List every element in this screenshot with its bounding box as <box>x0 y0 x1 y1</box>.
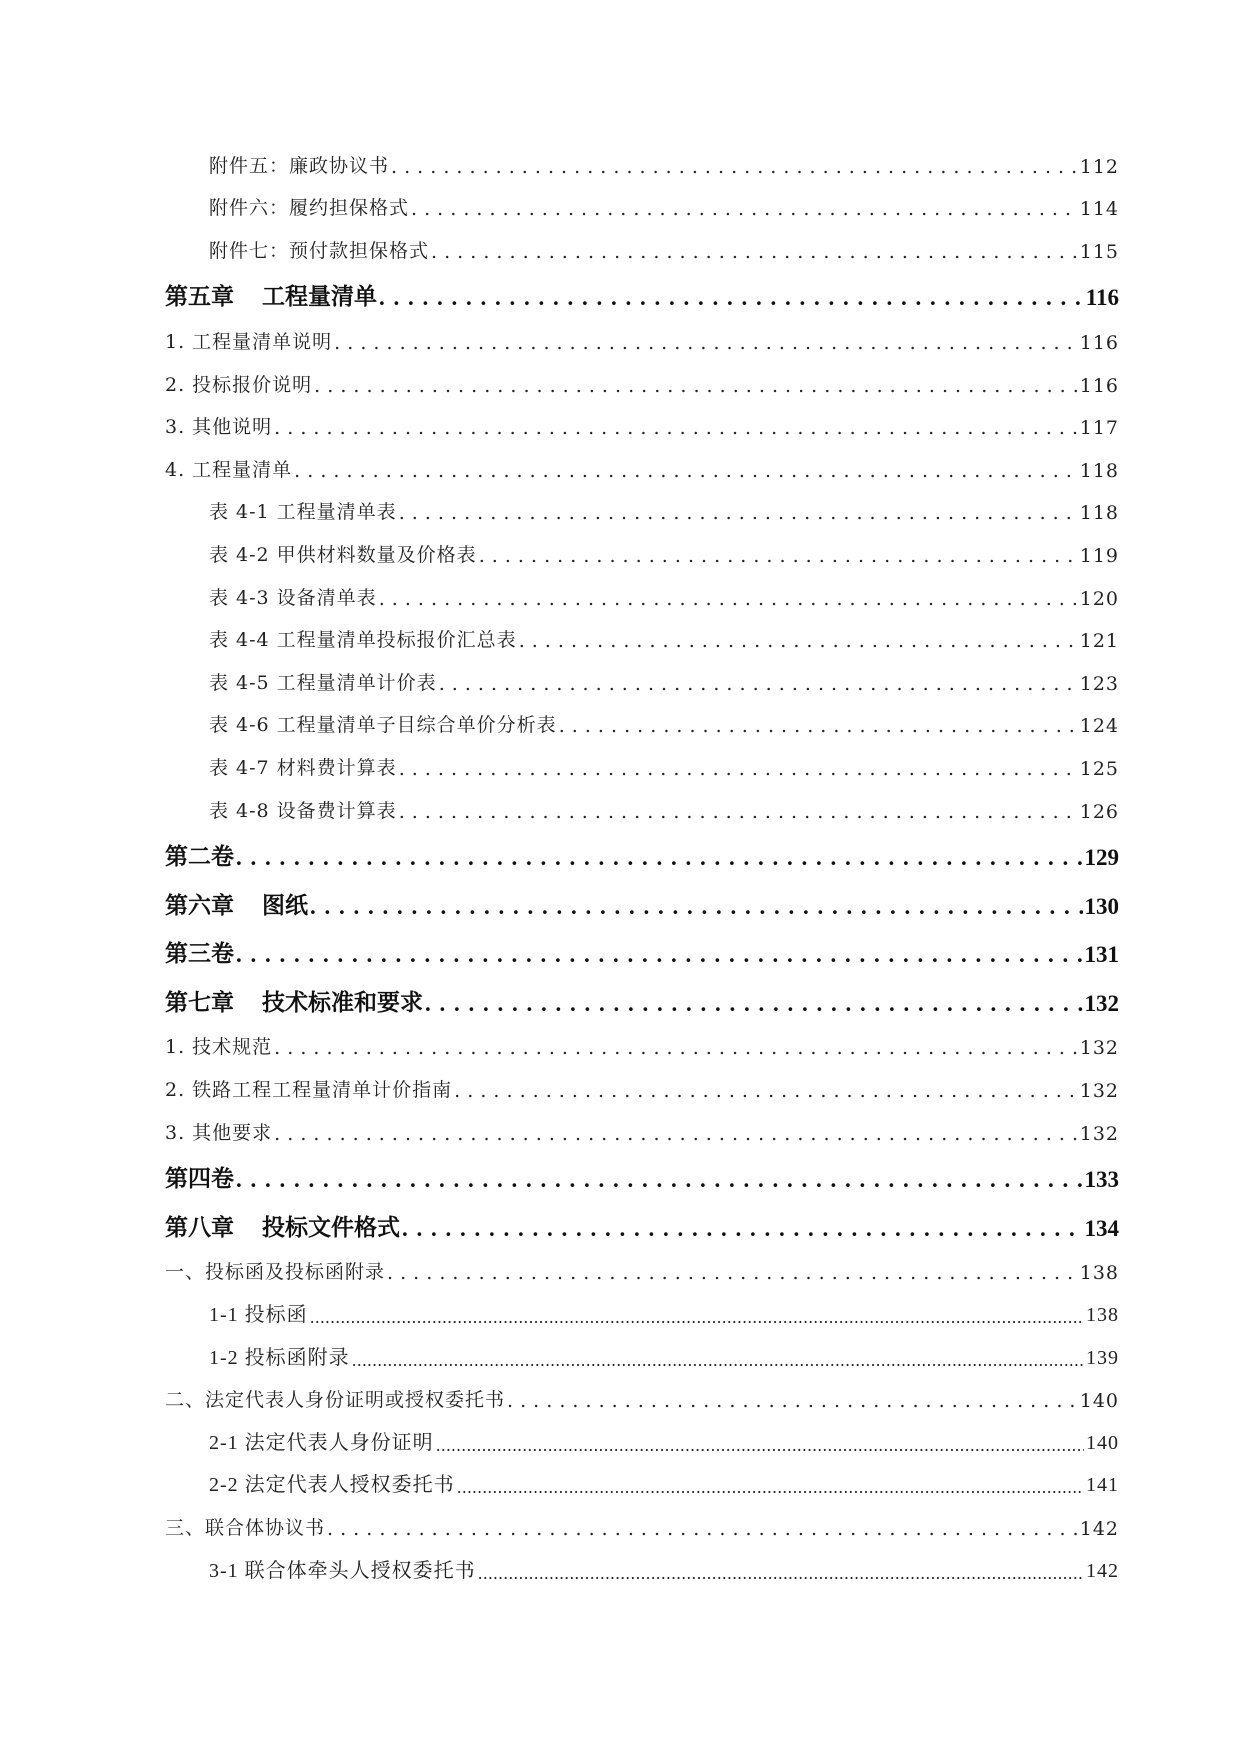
toc-leader-dots <box>519 630 1078 652</box>
toc-entry-label: 表 4-1 工程量清单表 <box>209 501 397 524</box>
toc-page-number: 116 <box>1085 285 1119 311</box>
toc-page-number: 125 <box>1079 757 1119 780</box>
toc-leader-dots <box>439 673 1078 695</box>
toc-page-number: 115 <box>1079 240 1119 263</box>
toc-entry-8-2[interactable] <box>165 1370 1119 1413</box>
toc-leader-dots <box>478 1564 1084 1583</box>
toc-entry-label: 二、法定代表人身份证明或授权委托书 <box>165 1389 506 1412</box>
toc-chapter-title: 图纸 <box>262 892 308 918</box>
toc-entry-table-4-4[interactable] <box>165 610 1119 653</box>
toc-volume-label: 第二卷 <box>165 844 234 870</box>
toc-entry-label: 表 4-3 设备清单表 <box>209 586 377 609</box>
toc-page-number: 133 <box>1084 1167 1119 1193</box>
toc-leader-dots <box>274 417 1078 439</box>
toc-page-number: 117 <box>1079 417 1119 440</box>
toc-page-number: 120 <box>1079 587 1119 610</box>
toc-entry-label: 2-2 法定代表人授权委托书 <box>209 1474 455 1497</box>
toc-leader-dots <box>327 1518 1078 1540</box>
toc-entry-label: 附件五：廉政协议书 <box>209 154 390 177</box>
toc-page-number: 116 <box>1079 331 1119 354</box>
toc-page-number: 119 <box>1079 544 1119 567</box>
toc-leader-dots <box>399 801 1078 823</box>
toc-entry-label: 一、投标函及投标函附录 <box>165 1261 386 1284</box>
toc-entry-5-4[interactable] <box>165 439 1119 482</box>
toc-page-number: 141 <box>1086 1474 1119 1497</box>
toc-leader-dots <box>457 1478 1084 1497</box>
toc-page-number: 142 <box>1086 1559 1119 1582</box>
toc-entry-1-2[interactable] <box>165 1327 1119 1370</box>
toc-leader-dots <box>559 715 1078 737</box>
toc-entry-label: 表 4-2 甲供材料数量及价格表 <box>209 543 477 566</box>
toc-entry-label: 表 4-6 工程量清单子目综合单价分析表 <box>209 714 557 737</box>
toc-page-number: 140 <box>1079 1390 1119 1413</box>
toc-leader-dots <box>274 1123 1078 1145</box>
toc-entry-3-1[interactable] <box>165 1540 1119 1583</box>
toc-entry-label: 1. 技术规范 <box>165 1036 273 1059</box>
toc-page-number: 118 <box>1079 502 1119 525</box>
toc-page-number: 132 <box>1079 1037 1119 1060</box>
toc-entry-label: 2. 投标报价说明 <box>165 373 313 396</box>
toc-chapter-title: 工程量清单 <box>262 284 377 310</box>
toc-leader-dots <box>436 1436 1084 1455</box>
toc-entry-table-4-6[interactable] <box>165 695 1119 738</box>
toc-page-number: 142 <box>1079 1518 1119 1540</box>
toc-leader-dots <box>425 991 1083 1017</box>
toc-page-number: 126 <box>1079 800 1119 823</box>
table-of-contents <box>165 135 1119 1583</box>
toc-chapter-8[interactable] <box>165 1193 1119 1242</box>
toc-leader-dots <box>334 332 1078 354</box>
toc-entry-label: 2-1 法定代表人身份证明 <box>209 1431 434 1454</box>
toc-entry-7-2[interactable] <box>165 1059 1119 1102</box>
toc-entry-table-4-8[interactable] <box>165 780 1119 823</box>
toc-page-number: 138 <box>1079 1262 1119 1285</box>
toc-chapter-label <box>165 887 308 920</box>
toc-volume-3[interactable] <box>165 920 1119 969</box>
toc-leader-dots <box>399 758 1078 780</box>
toc-leader-dots <box>274 1037 1078 1059</box>
toc-entry-5-1[interactable] <box>165 311 1119 354</box>
toc-entry-annex-6[interactable] <box>165 178 1119 221</box>
toc-page-number: 123 <box>1079 672 1119 695</box>
toc-leader-dots <box>507 1390 1078 1412</box>
toc-leader-dots <box>479 545 1078 567</box>
toc-entry-annex-7[interactable] <box>165 220 1119 263</box>
toc-entry-label: 1-2 投标函附录 <box>209 1346 350 1369</box>
toc-page-number: 139 <box>1086 1346 1119 1369</box>
toc-entry-label: 3. 其他说明 <box>165 416 273 439</box>
toc-entry-table-4-2[interactable] <box>165 524 1119 567</box>
toc-page-number: 112 <box>1079 155 1119 178</box>
toc-chapter-number: 第六章 <box>165 892 234 918</box>
toc-chapter-number: 第五章 <box>165 284 234 310</box>
toc-page-number: 132 <box>1084 990 1119 1016</box>
toc-page-number: 134 <box>1084 1215 1119 1241</box>
toc-leader-dots <box>236 1167 1083 1193</box>
toc-entry-8-1[interactable] <box>165 1242 1119 1285</box>
toc-entry-label: 1-1 投标函 <box>209 1304 308 1327</box>
toc-leader-dots <box>431 241 1078 263</box>
toc-page-number: 114 <box>1079 198 1119 221</box>
toc-entry-5-3[interactable] <box>165 397 1119 440</box>
toc-chapter-label <box>165 984 423 1017</box>
toc-leader-dots <box>352 1351 1084 1370</box>
toc-page-number: 131 <box>1084 942 1119 968</box>
toc-leader-dots <box>454 1080 1078 1102</box>
toc-entry-label: 表 4-7 材料费计算表 <box>209 756 397 779</box>
toc-entry-label: 三、联合体协议书 <box>165 1517 326 1539</box>
toc-chapter-title: 投标文件格式 <box>262 1214 400 1240</box>
toc-entry-2-1[interactable] <box>165 1412 1119 1455</box>
toc-entry-annex-5[interactable] <box>165 135 1119 178</box>
toc-chapter-6[interactable] <box>165 871 1119 920</box>
toc-leader-dots <box>236 942 1083 968</box>
toc-page-number: 118 <box>1079 459 1119 482</box>
toc-entry-table-4-3[interactable] <box>165 567 1119 610</box>
toc-entry-label: 附件六：履约担保格式 <box>209 197 410 220</box>
toc-entry-1-1[interactable] <box>165 1284 1119 1327</box>
toc-entry-label: 表 4-4 工程量清单投标报价汇总表 <box>209 629 517 652</box>
toc-entry-label: 附件七：预付款担保格式 <box>209 239 430 262</box>
toc-entry-7-1[interactable] <box>165 1017 1119 1060</box>
toc-leader-dots <box>310 894 1083 920</box>
toc-leader-dots <box>236 845 1083 871</box>
toc-entry-label: 4. 工程量清单 <box>165 458 293 481</box>
toc-entry-label: 表 4-5 工程量清单计价表 <box>209 671 437 694</box>
toc-page-number: 130 <box>1084 893 1119 919</box>
toc-entry-table-4-5[interactable] <box>165 652 1119 695</box>
toc-entry-label: 表 4-8 设备费计算表 <box>209 799 397 822</box>
toc-page-number: 132 <box>1079 1122 1119 1145</box>
toc-chapter-number: 第七章 <box>165 989 234 1015</box>
toc-leader-dots <box>310 1308 1084 1327</box>
toc-leader-dots <box>294 460 1078 482</box>
toc-page-number: 132 <box>1079 1080 1119 1103</box>
toc-page-number: 124 <box>1079 715 1119 738</box>
toc-leader-dots <box>402 1216 1083 1242</box>
toc-chapter-label <box>165 1209 400 1242</box>
toc-page-number: 116 <box>1079 374 1119 397</box>
toc-volume-2[interactable] <box>165 823 1119 872</box>
toc-chapter-5[interactable] <box>165 263 1119 312</box>
toc-page-number: 138 <box>1086 1304 1119 1327</box>
toc-volume-label: 第三卷 <box>165 941 234 967</box>
toc-leader-dots <box>411 198 1078 220</box>
toc-volume-label: 第四卷 <box>165 1166 234 1192</box>
toc-chapter-label <box>165 278 377 311</box>
toc-entry-7-3[interactable] <box>165 1102 1119 1145</box>
toc-chapter-title: 技术标准和要求 <box>262 989 423 1015</box>
toc-leader-dots <box>379 588 1078 610</box>
toc-entry-label: 1. 工程量清单说明 <box>165 330 333 353</box>
toc-entry-5-2[interactable] <box>165 354 1119 397</box>
toc-volume-4[interactable] <box>165 1145 1119 1194</box>
toc-page-number: 140 <box>1086 1431 1119 1454</box>
toc-leader-dots <box>399 502 1078 524</box>
toc-leader-dots <box>314 375 1078 397</box>
toc-entry-2-2[interactable] <box>165 1455 1119 1498</box>
toc-page-number: 121 <box>1079 630 1119 653</box>
toc-entry-label: 3-1 联合体牵头人授权委托书 <box>209 1559 476 1582</box>
toc-entry-table-4-7[interactable] <box>165 737 1119 780</box>
toc-leader-dots <box>391 156 1078 178</box>
toc-entry-label: 2. 铁路工程工程量清单计价指南 <box>165 1079 453 1102</box>
toc-page-number: 129 <box>1084 845 1119 871</box>
toc-entry-8-3[interactable] <box>165 1497 1119 1540</box>
toc-entry-table-4-1[interactable] <box>165 482 1119 525</box>
toc-entry-label: 3. 其他要求 <box>165 1121 273 1144</box>
toc-leader-dots <box>387 1262 1078 1284</box>
toc-leader-dots <box>379 285 1084 311</box>
toc-chapter-7[interactable] <box>165 968 1119 1017</box>
toc-chapter-number: 第八章 <box>165 1214 234 1240</box>
